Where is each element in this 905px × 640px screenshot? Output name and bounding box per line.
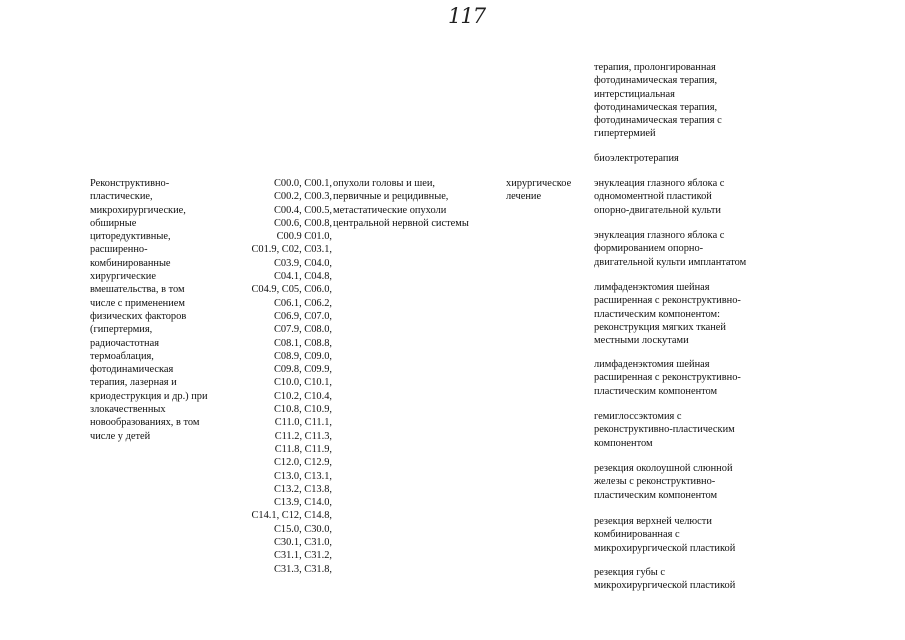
method-line: лимфаденэктомия шейная (594, 359, 710, 370)
treatment-method (594, 229, 824, 269)
method-line: резекция околоушной слюнной (594, 463, 733, 474)
name-line: микрохирургические, (90, 204, 186, 216)
method-line: опорно-двигательной культи (594, 204, 721, 216)
method-line: энуклеация глазного яблока с (594, 230, 725, 241)
method-line: реконструкция мягких тканей (594, 321, 726, 333)
name-line: термоаблация, (90, 350, 154, 362)
patient-line: опухоли головы и шеи, (333, 178, 436, 189)
name-line: криодеструкция и др.) при (90, 390, 208, 402)
continued-method-text (594, 61, 824, 141)
name-line: вмешательства, в том (90, 284, 185, 296)
code-line: C00.2, C00.3, (273, 191, 332, 203)
code-line: C14.1, C12, C14.8, (251, 510, 332, 522)
code-line: C07.9, C08.0, (273, 324, 332, 336)
name-line: расширенно- (90, 244, 148, 256)
treatment-method (594, 410, 824, 450)
intervention-name-cell (90, 177, 240, 443)
treatment-method (594, 177, 824, 217)
method-line: расширенная с реконструктивно- (594, 295, 741, 307)
name-line: обширные (90, 217, 137, 229)
code-line: C00.4, C00.5, (273, 204, 332, 216)
method-line: пластическим компонентом: (594, 308, 721, 320)
name-line: фотодинамическая (90, 364, 174, 376)
method-line: микрохирургической пластикой (594, 580, 736, 592)
method-line: комбинированная с (594, 529, 680, 541)
name-line: числе у детей (90, 430, 151, 442)
method-line: одномоментной пластикой (594, 191, 712, 203)
method-line: гемиглоссэктомия с (594, 411, 682, 422)
method-line: пластическим компонентом (594, 385, 718, 397)
code-line: C11.0, C11.1, (274, 417, 332, 429)
code-line: C11.2, C11.3, (274, 430, 332, 442)
method-line: резекция верхней челюсти (594, 516, 712, 527)
code-line: C31.1, C31.2, (273, 550, 332, 562)
code-line: C10.8, C10.9, (273, 404, 332, 416)
code-line: C13.9, C14.0, (273, 497, 332, 509)
method-line: железы с реконструктивно- (594, 476, 716, 488)
method-line: формированием опорно- (594, 243, 704, 255)
treatment-method (594, 566, 824, 593)
patient-model-cell (333, 177, 508, 230)
treatment-type-cell (506, 177, 596, 204)
method-line: двигательной культи имплантатом (594, 256, 747, 268)
method-line: местными лоскутами (594, 335, 689, 347)
method-line: резекция губы с (594, 567, 665, 578)
code-line: C12.0, C12.9, (273, 457, 332, 469)
code-line: C11.8, C11.9, (274, 443, 332, 455)
text-line: интерстициальная (594, 88, 675, 100)
code-line: C04.9, C05, C06.0, (251, 284, 332, 296)
icd-codes-cell (226, 177, 332, 576)
method-line: компонентом (594, 437, 653, 449)
method-line: пластическим компонентом (594, 489, 718, 501)
method-line: реконструктивно-пластическим (594, 424, 735, 436)
patient-line: первичные и рецидивные, (333, 191, 449, 203)
code-line: C10.2, C10.4, (273, 390, 332, 402)
code-line: C06.9, C07.0, (273, 310, 332, 322)
name-line: радиочастотная (90, 337, 159, 349)
patient-line: метастатические опухоли (333, 204, 447, 216)
code-line: C08.9, C09.0, (273, 350, 332, 362)
name-line: физических факторов (90, 310, 187, 322)
code-line: C10.0, C10.1, (273, 377, 332, 389)
name-line: пластические, (90, 191, 153, 203)
name-line: новообразованиях, в том (90, 417, 200, 429)
bioelectrotherapy-text: биоэлектротерапия (594, 153, 679, 164)
type-line: хирургическое (506, 178, 572, 189)
code-line: C30.1, C31.0, (273, 537, 332, 549)
code-line: C13.0, C13.1, (273, 470, 332, 482)
method-line: энуклеация глазного яблока с (594, 178, 725, 189)
text-line: фотодинамическая терапия, (594, 101, 718, 113)
page-number: 117 (448, 4, 486, 28)
code-line: C06.1, C06.2, (273, 297, 332, 309)
code-line: C01.9, C02, C03.1, (251, 244, 332, 256)
name-line: циторедуктивные, (90, 231, 171, 243)
name-line: злокачественных (90, 404, 166, 416)
patient-line: центральной нервной системы (333, 217, 469, 229)
treatment-method (594, 515, 824, 555)
name-line: хирургические (90, 271, 156, 283)
code-line: C31.3, C31.8, (273, 563, 332, 575)
code-line: C13.2, C13.8, (273, 483, 332, 495)
code-line: C03.9, C04.0, (273, 257, 332, 269)
code-line: C00.0, C00.1, (273, 178, 332, 189)
name-line: комбинированные (90, 257, 171, 269)
code-line: C00.9 C01.0, (276, 231, 332, 243)
code-line: C08.1, C08.8, (273, 337, 332, 349)
name-line: числе с применением (90, 297, 185, 309)
text-line: терапия, пролонгированная (594, 62, 716, 73)
treatment-method (594, 281, 824, 347)
code-line: C00.6, C00.8, (273, 217, 332, 229)
name-line: Реконструктивно- (90, 178, 170, 189)
treatment-method (594, 358, 824, 398)
code-line: C04.1, C04.8, (273, 271, 332, 283)
method-line: лимфаденэктомия шейная (594, 282, 710, 293)
name-line: (гипертермия, (90, 324, 153, 336)
method-line: расширенная с реконструктивно- (594, 372, 741, 384)
code-line: C09.8, C09.9, (273, 364, 332, 376)
text-line: гипертермией (594, 128, 656, 140)
method-line: микрохирургической пластикой (594, 542, 736, 554)
name-line: терапия, лазерная и (90, 377, 177, 389)
text-line: фотодинамическая терапия с (594, 115, 722, 127)
type-line: лечение (506, 191, 542, 203)
code-line: C15.0, C30.0, (273, 523, 332, 535)
text-line: фотодинамическая терапия, (594, 75, 718, 87)
treatment-method (594, 462, 824, 502)
